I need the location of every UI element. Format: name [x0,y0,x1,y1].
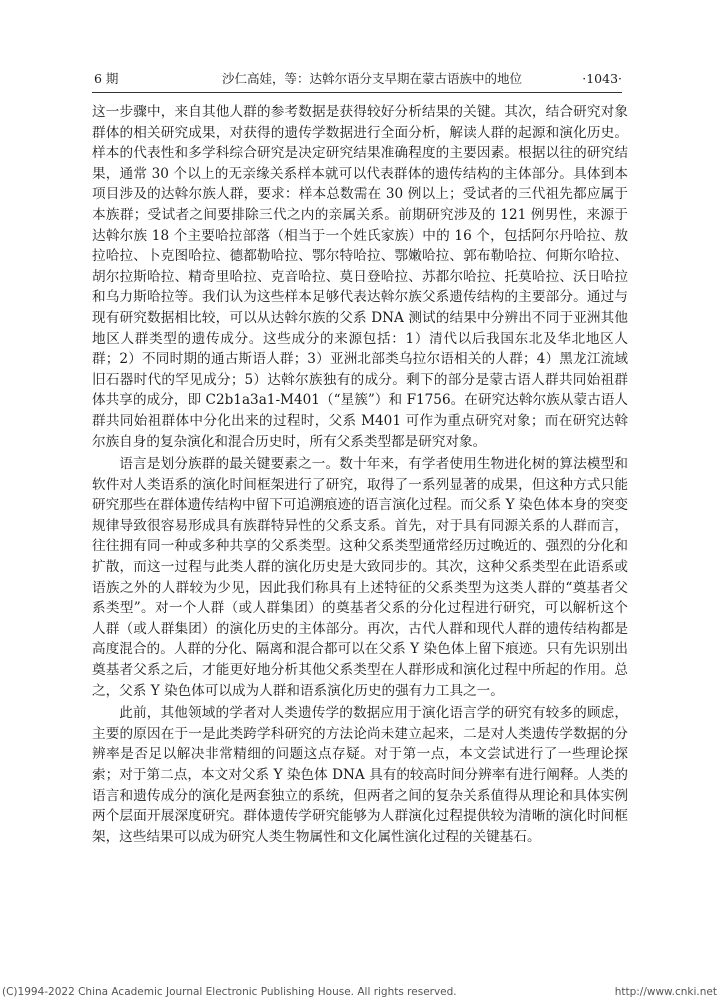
issue-number: 6 期 [94,71,119,86]
paragraph-2: 语言是划分族群的最关键要素之一。数十年来，有学者使用生物进化树的算法模型和软件对人类语系的演化时间框架进行了研究，取得了一系列显著的成果，但这种方式只能研究那些在群体遗传结构中留下可追溯痕迹的语言演化过程。而父系 Y 染色体本身的突变规律导致很容易形成具有族群特异性的父系支系。首先，对于具有同源关系的人群而言，往往拥有同一种或多种共享的父系类型。这种父系类型通常经历过晚近的、强烈的分化和扩散，而这一过程与此类人群的演化历史是大致同步的。其次，这种父系类型在此语系或语族之外的人群较为少见，因此我们称具有上述特征的父系类型为这类人群的“奠基者父系类型”。对一个人群（或人群集团）的奠基者父系的分化过程进行研究，可以解析这个人群（或人群集团）的演化历史的主体部分。再次，古代人群和现代人群的遗传结构都是高度混合的。人群的分化、隔离和混合都可以在父系 Y 染色体上留下痕迹。只有先识别出奠基者父系之后，才能更好地分析其他父系类型在人群形成和演化过程中所起的作用。总之，父系 Y 染色体可以成为人群和语系演化历史的强有力工具之一。 [92,456,628,699]
running-title: 沙仁高娃，等：达斡尔语分支早期在蒙古语族中的地位 [222,71,523,86]
article-body [92,102,628,849]
copyright-text: (C)1994-2022 China Academic Journal Electronic Publishing House. All rights reserved. [2,986,457,998]
running-header [92,70,622,93]
cnki-link[interactable]: http://www.cnki.net [614,986,717,998]
page-number: ·1043· [582,71,622,86]
paragraph-1: 这一步骤中，来自其他人群的参考数据是获得较好分析结果的关键。其次，结合研究对象群体的相关研究成果，对获得的遗传学数据进行全面分析，解读人群的起源和演化历史。样本的代表性和多学科综合研究是决定研究结果准确程度的主要因素。根据以往的研究结果，通常 30 个以上的无亲缘关系样本就可以代表群体的遗传结构的主体部分。具体到本项目涉及的达斡尔族人群，要求：样本总数需在 30 例以上；受试者的三代祖先都应属于本族群；受试者之间要排除三代之内的亲属关系。前期研究涉及的 121 例男性，来源于达斡尔族 18 个主要哈拉部落（相当于一个姓氏家族）中的 16 个，包括阿尔丹哈拉、敖拉哈拉、卜克图哈拉、德都勒哈拉、鄂尔特哈拉、鄂嫩哈拉、郭布勒哈拉、何斯尔哈拉、胡尔拉斯哈拉、精奇里哈拉、克音哈拉、莫日登哈拉、苏都尔哈拉、托莫哈拉、沃日哈拉和乌力斯哈拉等。我们认为这些样本足够代表达斡尔族父系遗传结构的主要部分。通过与现有研究数据相比较，可以从达斡尔族的父系 DNA 测试的结果中分辨出不同于亚洲其他地区人群类型的遗传成分。这些成分的来源包括：1）清代以后我国东北及华北地区人群；2）不同时期的通古斯语人群；3）亚洲北部类乌拉尔语相关的人群；4）黑龙江流域旧石器时代的罕见成分；5）达斡尔族独有的成分。剩下的部分是蒙古语人群共同始祖群体共享的成分，即 C2b1a3a1-M401（“星簇”）和 F1756。在研究达斡尔族从蒙古语人群共同始祖群体中分化出来的过程时，父系 M401 可作为重点研究对象；而在研究达斡尔族自身的复杂演化和混合历史时，所有父系类型都是研究对象。 [92,104,628,450]
paragraph-3: 此前，其他领域的学者对人类遗传学的数据应用于演化语言学的研究有较多的顾虑，主要的原因在于一是此类跨学科研究的方法论尚未建立起来，二是对人类遗传学数据的分辨率是否足以解决非常精细的问题这点存疑。对于第一点，本文尝试进行了一些理论探索；对于第二点，本文对父系 Y 染色体 DNA 具有的较高时间分辨率有进行阐释。人类的语言和遗传成分的演化是两套独立的系统，但两者之间的复杂关系值得从理论和具体实例两个层面开展深度研究。群体遗传学研究能够为人群演化过程提供较为清晰的演化时间框架，这些结果可以成为研究人类生物属性和文化属性演化过程的关键基石。 [92,705,628,845]
